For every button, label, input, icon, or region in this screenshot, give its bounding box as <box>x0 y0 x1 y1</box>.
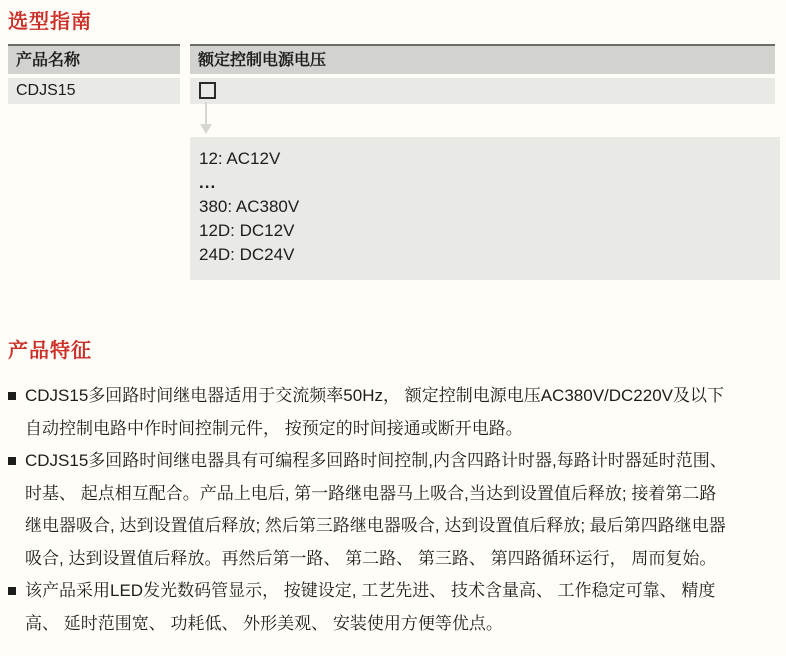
product-features-title: 产品特征 <box>8 340 92 362</box>
voltage-option: 12: AC12V <box>199 149 281 168</box>
feature-item <box>8 575 780 640</box>
table-cell-product-name: CDJS15 <box>8 78 180 104</box>
feature-text-line: 高、 延时范围宽、 功耗低、 外形美观、 安装使用方便等优点。 <box>25 613 503 633</box>
feature-text-line: CDJS15多回路时间继电器具有可编程多回路时间控制,内含四路计时器,每路计时器延时范围、 <box>25 451 727 470</box>
feature-item <box>8 380 780 445</box>
down-arrow-icon <box>200 124 212 134</box>
bullet-square-icon <box>8 392 16 400</box>
bullet-square-icon <box>8 457 16 465</box>
feature-text-line: CDJS15多回路时间继电器适用于交流频率50Hz， 额定控制电源电压AC380V/DC220V及以下 <box>25 386 725 405</box>
voltage-option: 380: AC380V <box>199 197 300 216</box>
table-cell-voltage-code <box>190 78 775 104</box>
features-list <box>8 380 780 640</box>
feature-text-line: 自动控制电路中作时间控制元件， 按预定的时间接通或断开电路。 <box>25 418 523 438</box>
feature-item <box>8 445 780 575</box>
table-header-rated-voltage: 额定控制电源电压 <box>190 44 775 74</box>
voltage-option: 12D: DC12V <box>199 221 295 240</box>
voltage-option: 24D: DC24V <box>199 245 295 264</box>
down-arrow-line <box>205 102 207 124</box>
selection-guide-title: 选型指南 <box>8 11 92 33</box>
table-header-product-name: 产品名称 <box>8 44 180 74</box>
voltage-options-box <box>190 137 780 280</box>
feature-text-line: 时基、 起点相互配合。产品上电后, 第一路继电器马上吸合,当达到设置值后释放; 接着第二路 <box>25 483 717 503</box>
feature-text-line: 吸合, 达到设置值后释放。再然后第一路、 第二路、 第三路、 第四路循环运行， 周而复始。 <box>25 548 717 568</box>
feature-text-line: 继电器吸合, 达到设置值后释放; 然后第三路继电器吸合, 达到设置值后释放; 最后第四路继电器 <box>25 516 726 535</box>
voltage-option-ellipsis: ... <box>199 173 217 192</box>
bullet-square-icon <box>8 587 16 595</box>
voltage-code-checkbox-icon <box>199 82 216 99</box>
feature-text-line: 该产品采用LED发光数码管显示， 按键设定, 工艺先进、 技术含量高、 工作稳定可靠、 精度 <box>25 581 716 600</box>
